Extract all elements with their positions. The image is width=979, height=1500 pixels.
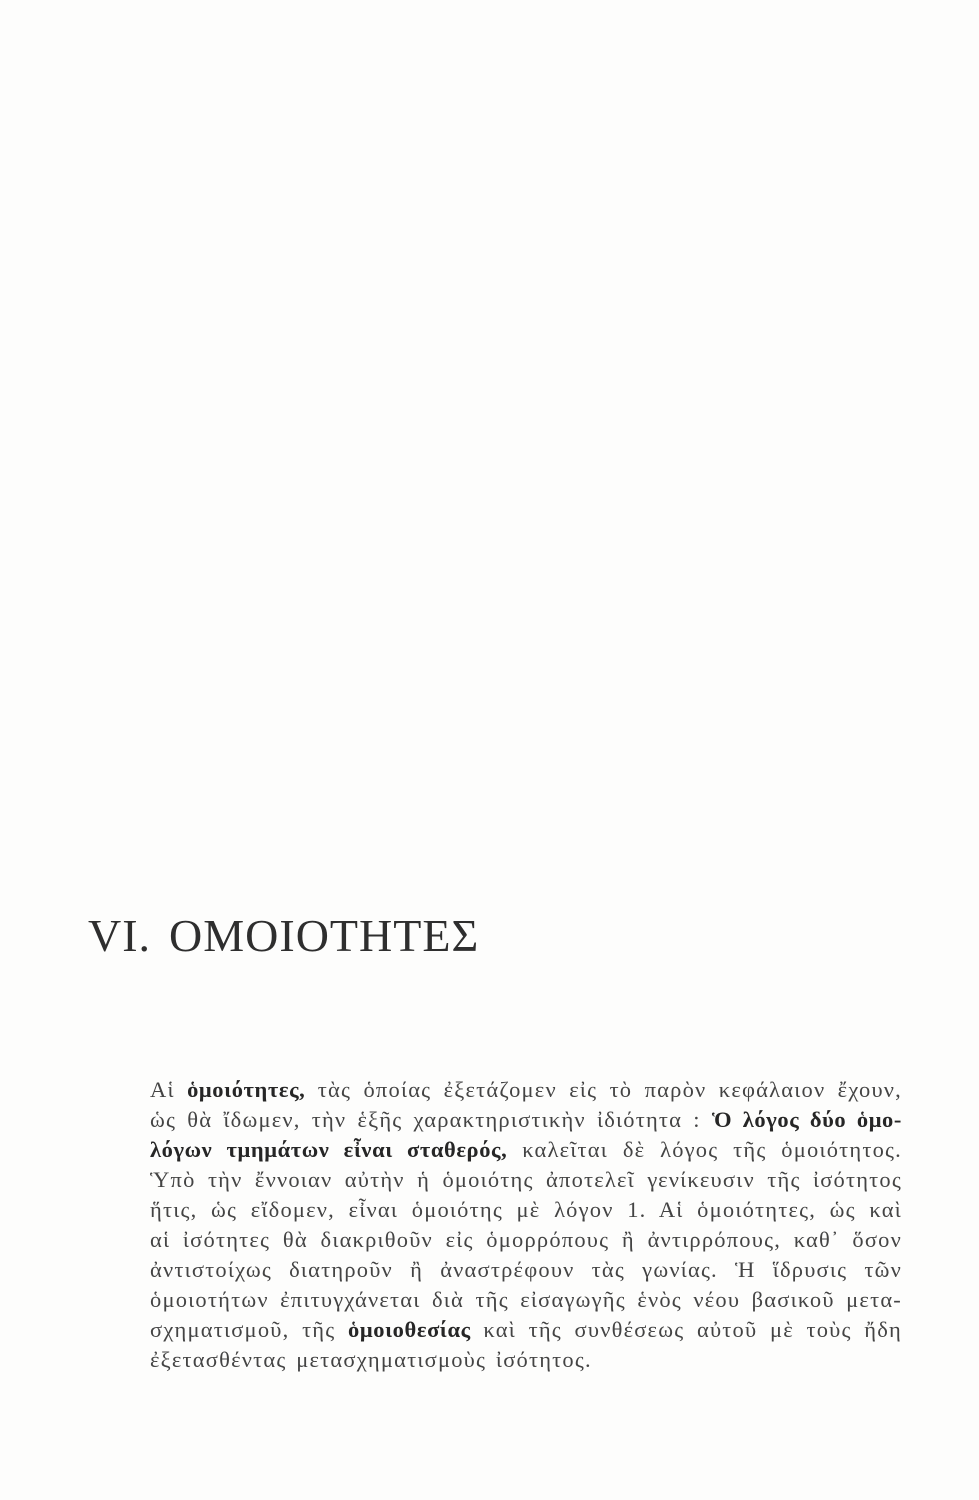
chapter-intro-paragraph — [150, 1075, 902, 1375]
paragraph-line-6: αἱ ἰσότητες θὰ διακριθοῦν εἰς ὁμορρόπους ἢ ἀντιρρόπους, καθ᾿ ὅσον — [150, 1227, 902, 1252]
bold-property-statement: Ὁ λόγος δύο ὁμο- — [711, 1107, 902, 1132]
paragraph-line-1 — [150, 1075, 902, 1105]
paragraph-line-10: ἐξετασθέντας μετασχηματισμοὺς ἰσότητος. — [150, 1347, 592, 1372]
text-run: ὡς θὰ ἴδωμεν, τὴν ἑξῆς χαρακτηριστικὴν ἰδιότητα : — [150, 1107, 712, 1132]
chapter-number: VI. — [88, 910, 152, 961]
paragraph-line-9 — [150, 1315, 902, 1345]
text-run: Αἱ — [150, 1077, 188, 1102]
bold-property-statement: λόγων τμημάτων εἶναι σταθερός, — [150, 1137, 508, 1162]
chapter-heading — [88, 906, 479, 966]
text-run: σχηματισμοῦ, τῆς — [150, 1317, 349, 1342]
text-run: τὰς ὁποίας ἐξετάζομεν εἰς τὸ παρὸν κεφάλαιον ἔχουν, — [305, 1077, 903, 1102]
paragraph-line-5: ἥτις, ὡς εἴδομεν, εἶναι ὁμοιότης μὲ λόγον 1. Αἱ ὁμοιότητες, ὡς καὶ — [150, 1197, 902, 1222]
paragraph-line-7: ἀντιστοίχως διατηροῦν ἢ ἀναστρέφουν τὰς γωνίας. Ἡ ἵδρυσις τῶν — [150, 1257, 902, 1282]
text-run: καὶ τῆς συνθέσεως αὐτοῦ μὲ τοὺς ἤδη — [470, 1317, 903, 1342]
paragraph-line-8: ὁμοιοτήτων ἐπιτυγχάνεται διὰ τῆς εἰσαγωγῆς ἑνὸς νέου βασικοῦ μετα- — [150, 1287, 902, 1312]
paragraph-line-2 — [150, 1105, 902, 1135]
paragraph-line-4: Ὑπὸ τὴν ἔννοιαν αὐτὴν ἡ ὁμοιότης ἀποτελεῖ γενίκευσιν τῆς ἰσότητος — [150, 1167, 902, 1192]
text-run: καλεῖται δὲ λόγος τῆς ὁμοιότητος. — [507, 1137, 902, 1162]
paragraph-line-3 — [150, 1135, 902, 1165]
bold-term-similarities: ὁμοιότητες, — [187, 1077, 306, 1102]
chapter-title: ΟΜΟΙΟΤΗΤΕΣ — [169, 910, 480, 961]
bold-term-homothety: ὁμοιοθεσίας — [348, 1317, 471, 1342]
